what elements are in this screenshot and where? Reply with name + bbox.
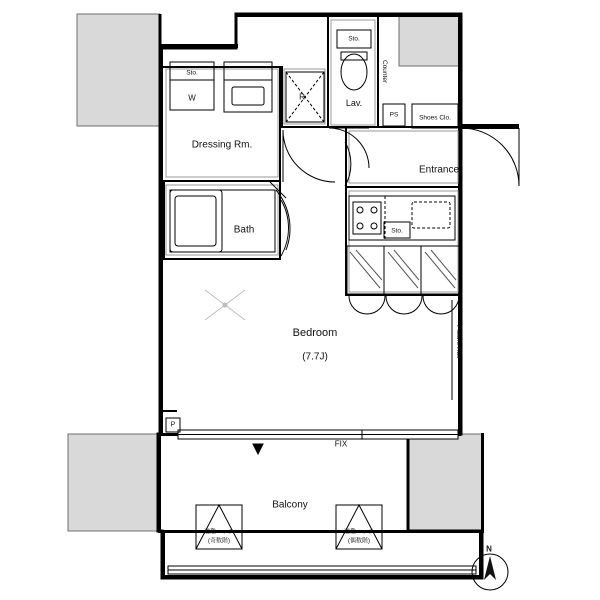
room-label-dressing: Dressing Rm. bbox=[191, 139, 253, 151]
label-refrigerator-alt: R bbox=[299, 92, 305, 102]
label-sto-kitchen: Sto. bbox=[391, 227, 403, 235]
label-sto-lav: Sto. bbox=[348, 35, 360, 43]
label-p-mark: P bbox=[170, 421, 176, 429]
hatch-label-odd-line1: 避難ハッチ bbox=[203, 529, 235, 536]
label-picture-rail: Picture Rail bbox=[455, 325, 462, 359]
hatch-label-even-line1: 避難ハッチ bbox=[343, 529, 375, 536]
room-label-lav: Lav. bbox=[345, 98, 363, 108]
hatch-label-odd-line2: (奇数階) bbox=[208, 538, 230, 545]
room-label-bedroom: Bedroom bbox=[292, 327, 338, 339]
room-label-entrance: Entrance bbox=[418, 164, 460, 176]
room-label-bath: Bath bbox=[233, 224, 255, 236]
label-fix: FIX bbox=[334, 439, 348, 449]
room-sub-bedroom: (7.7J) bbox=[302, 351, 328, 363]
label-ps: PS bbox=[389, 111, 399, 119]
label-shoes-closet: Shoes Clo. bbox=[419, 114, 451, 122]
hatch-label-even-line2: (偶数階) bbox=[348, 538, 370, 545]
label-sto-dressing: Sto. bbox=[186, 69, 198, 77]
room-label-balcony: Balcony bbox=[272, 499, 308, 511]
label-north: N bbox=[486, 544, 492, 554]
label-washer: W bbox=[188, 93, 196, 103]
label-counter: Counter bbox=[381, 60, 388, 84]
